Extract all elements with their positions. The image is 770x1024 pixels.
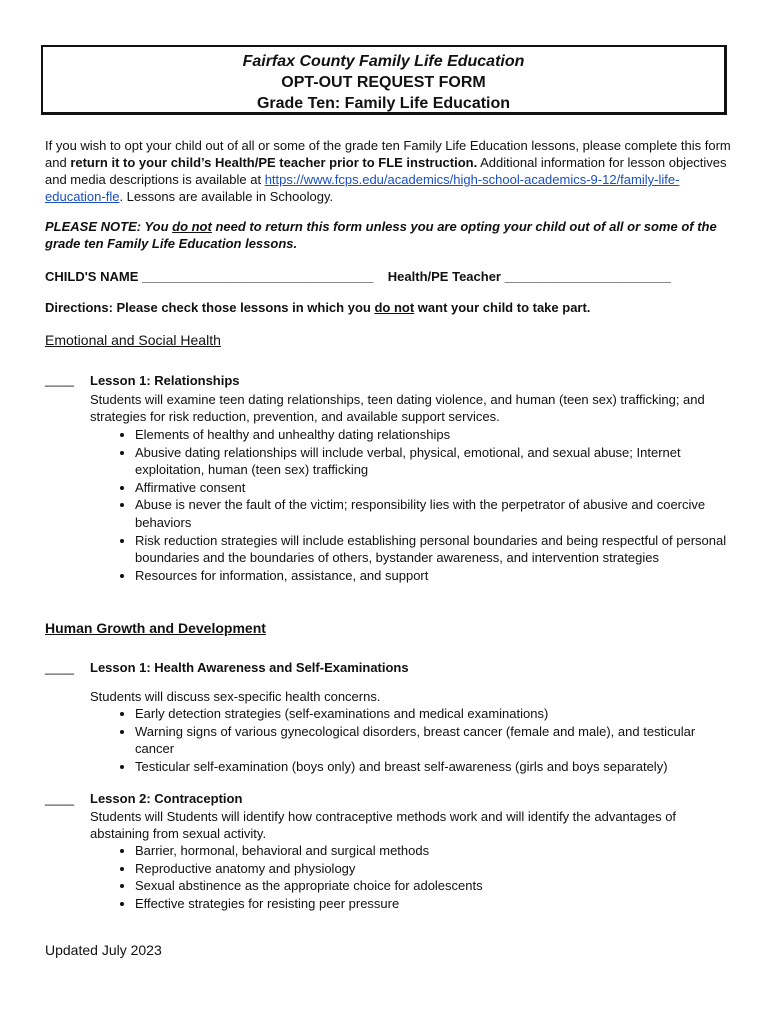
directions-emphasis: do not xyxy=(374,300,415,315)
list-item: • Testicular self-examination (boys only) and breast self-awareness (girls and boys separately) xyxy=(135,758,735,776)
lesson-checkbox-blank[interactable]: ____ xyxy=(45,372,74,387)
intro-bold-instruction: return it to your child’s Health/PE teacher prior to FLE instruction. xyxy=(70,155,478,170)
list-item: • Abuse is never the fault of the victim; responsibility lies with the perpetrator of abusive and coercive behaviors xyxy=(135,496,735,531)
childs-name-field[interactable]: CHILD'S NAME ________________________________ xyxy=(45,269,374,284)
county-program-title: Fairfax County Family Life Education xyxy=(242,53,525,70)
lesson-title: Lesson 2: Contraception xyxy=(90,791,243,806)
list-item: • Risk reduction strategies will include establishing personal boundaries and being respectful of personal boundaries and the boundaries of others, bystander awareness, and intervention strategies xyxy=(135,532,735,567)
lesson-checkbox-blank[interactable]: ____ xyxy=(45,791,74,806)
form-title-box xyxy=(41,45,727,115)
list-item: • Effective strategies for resisting peer pressure xyxy=(135,895,735,913)
intro-text-3: . Lessons are available in Schoology. xyxy=(119,189,334,204)
lesson-bullet-list xyxy=(110,426,735,584)
grade-title: Grade Ten: Family Life Education xyxy=(256,95,511,112)
updated-date: Updated July 2023 xyxy=(45,942,162,958)
intro-text-1: If you wish to opt your child out of all or some of the grade ten Family Life Education lessons, please complete this form and xyxy=(45,138,731,170)
lesson-description: Students will Students will identify how contraceptive methods work and will identify the advantages of abstaining from sexual activity. xyxy=(90,809,677,841)
section-heading-human-growth-development: Human Growth and Development xyxy=(45,620,266,636)
fle-info-link[interactable]: https://www.fcps.edu/academics/high-school-academics-9-12/family-life-education-fle xyxy=(45,172,680,204)
form-type-title: OPT-OUT REQUEST FORM xyxy=(281,74,486,91)
directions-text-b: want your child to take part. xyxy=(414,300,591,315)
name-fields xyxy=(45,268,671,285)
please-note xyxy=(45,218,735,252)
list-item: • Abusive dating relationships will include verbal, physical, emotional, and sexual abuse; Internet exploitation, human (teen sex) trafficking xyxy=(135,444,735,479)
note-text-b: need to return this form unless you are opting your child out of all or some of the grade ten Family Life Education lessons. xyxy=(45,219,717,251)
list-item: • Warning signs of various gynecological disorders, breast cancer (female and male), and testicular cancer xyxy=(135,723,735,758)
lesson-bullet-list xyxy=(110,842,735,912)
note-emphasis: do not xyxy=(172,219,212,234)
lesson-description: Students will discuss sex-specific health concerns. xyxy=(90,689,381,704)
list-item: • Reproductive anatomy and physiology xyxy=(135,860,735,878)
intro-paragraph xyxy=(45,137,735,205)
list-item: • Resources for information, assistance, and support xyxy=(135,567,735,585)
lesson-checkbox-blank[interactable]: ____ xyxy=(45,660,74,675)
list-item: • Early detection strategies (self-examinations and medical examinations) xyxy=(135,705,735,723)
lesson-bullet-list xyxy=(110,705,735,775)
directions-text-a: Directions: Please check those lessons in which you xyxy=(45,300,375,315)
note-text-a: PLEASE NOTE: You xyxy=(45,219,173,234)
list-item: • Barrier, hormonal, behavioral and surgical methods xyxy=(135,842,735,860)
intro-text-2: Additional information for lesson objectives and media descriptions is available at xyxy=(45,155,727,187)
list-item: • Affirmative consent xyxy=(135,479,735,497)
health-pe-teacher-field[interactable]: Health/PE Teacher _______________________ xyxy=(387,269,671,284)
lesson-title: Lesson 1: Health Awareness and Self-Examinations xyxy=(90,660,409,675)
list-item: • Elements of healthy and unhealthy dating relationships xyxy=(135,426,735,444)
lesson-title: Lesson 1: Relationships xyxy=(90,373,240,388)
list-item: • Sexual abstinence as the appropriate choice for adolescents xyxy=(135,877,735,895)
section-heading-emotional-social-health: Emotional and Social Health xyxy=(45,332,221,348)
directions xyxy=(45,299,590,316)
lesson-description: Students will examine teen dating relationships, teen dating violence, and human (teen sex) trafficking; and strategies for risk reduction, prevention, and available support services. xyxy=(90,392,705,424)
